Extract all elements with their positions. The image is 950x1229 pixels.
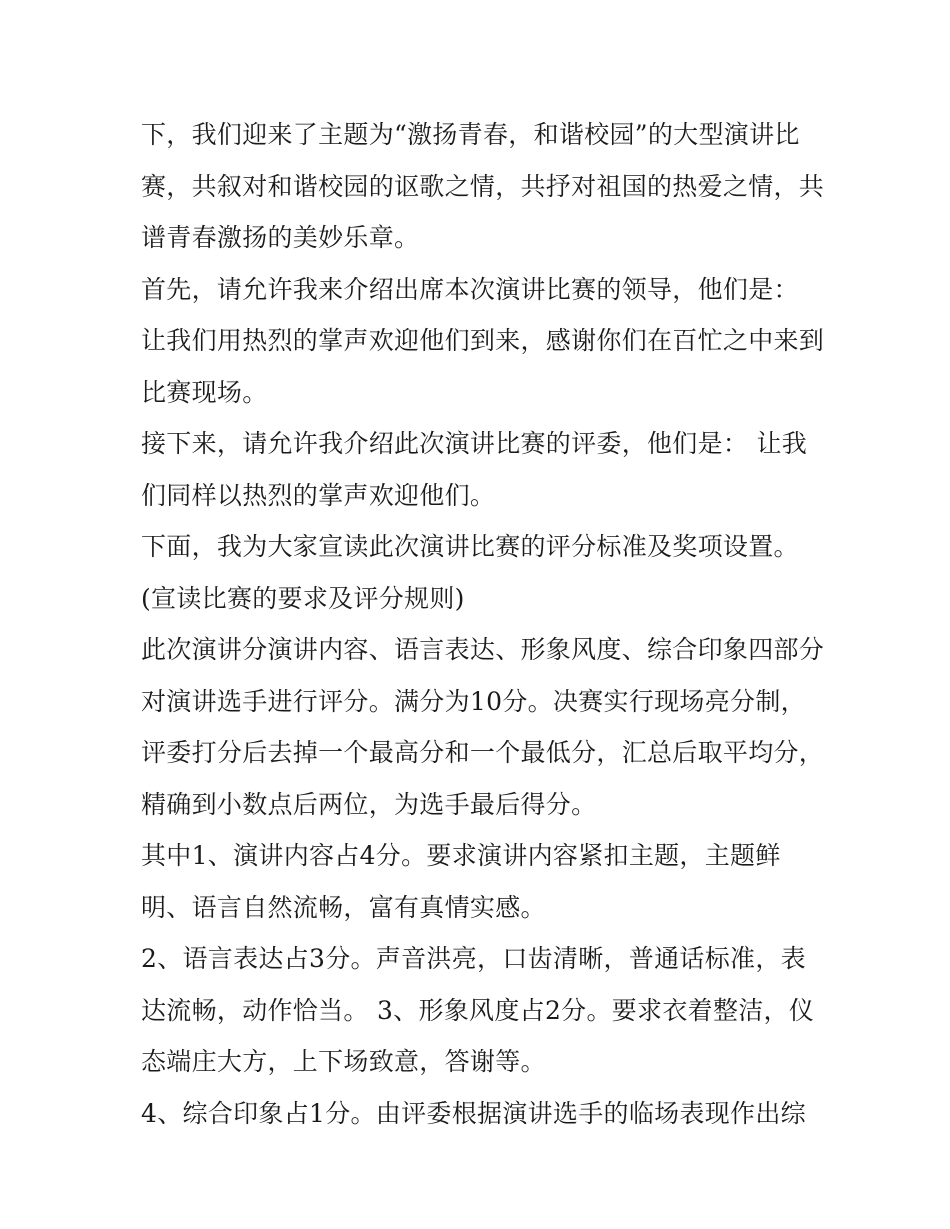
text-line: 达流畅，动作恰当。 3、形象风度占2分。要求衣着整洁，仪 <box>141 995 815 1025</box>
text-line: 其中1、演讲内容占4分。要求演讲内容紧扣主题，主题鲜 <box>141 841 781 870</box>
text-line: 比赛现场。 <box>141 377 268 407</box>
text-line: 下，我们迎来了主题为“激扬青春，和谐校园”的大型演讲比 <box>141 120 800 149</box>
text-line: 4、综合印象占1分。由评委根据演讲选手的临场表现作出综 <box>141 1098 806 1128</box>
text-line: (宣读比赛的要求及评分规则) <box>141 583 465 613</box>
text-line: 态端庄大方，上下场致意，答谢等。 <box>141 1047 546 1076</box>
document-body <box>141 109 825 1139</box>
text-line: 接下来，请允许我介绍此次演讲比赛的评委，他们是： 让我 <box>141 429 808 458</box>
text-line: 们同样以热烈的掌声欢迎他们。 <box>141 480 496 510</box>
text-line: 赛，共叙对和谐校园的讴歌之情，共抒对祖国的热爱之情，共 <box>141 171 825 201</box>
text-line: 首先，请允许我来介绍出席本次演讲比赛的领导，他们是： <box>141 274 799 304</box>
text-line: 明、语言自然流畅，富有真情实感。 <box>141 892 546 922</box>
text-line: 谱青春激扬的美妙乐章。 <box>141 223 420 252</box>
text-line: 对演讲选手进行评分。满分为10分。决赛实行现场亮分制， <box>141 686 806 716</box>
text-line: 下面，我为大家宣读此次演讲比赛的评分标准及奖项设置。 <box>141 532 799 561</box>
text-line: 评委打分后去掉一个最高分和一个最低分，汇总后取平均分， <box>141 738 825 767</box>
text-line: 精确到小数点后两位，为选手最后得分。 <box>141 789 597 819</box>
text-line: 2、语言表达占3分。声音洪亮，口齿清晰，普通话标准，表 <box>141 944 806 973</box>
text-line: 此次演讲分演讲内容、语言表达、形象风度、综合印象四部分 <box>141 635 825 664</box>
text-line: 让我们用热烈的掌声欢迎他们到来，感谢你们在百忙之中来到 <box>141 326 825 355</box>
